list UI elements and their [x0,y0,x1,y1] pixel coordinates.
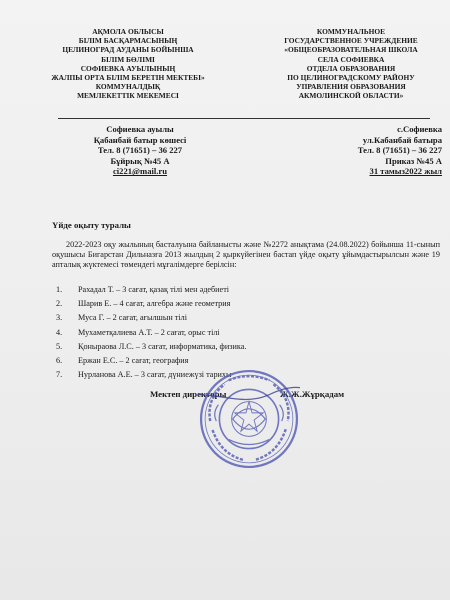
header-left-line: БІЛІМ БАСҚАРМАСЫНЫҢ [78,36,178,46]
document-subject: Үйде оқыту туралы [52,220,131,230]
header-left-line: МЕМЛЕКЕТТІК МЕКЕМЕСІ [77,91,179,101]
list-item-text: Рахадал Т. – 3 сағат, қазақ тілі мен әдебиеті [78,285,230,294]
header-left-line: ЖАЛПЫ ОРТА БІЛІМ БЕРЕТІН МЕКТЕБІ» [51,73,205,83]
address-kazakh [70,124,210,177]
list-item-number: 4. [56,327,63,337]
signatory-position: Мектеп директоры [150,389,227,399]
document-body [52,240,440,271]
address-russian [300,124,442,177]
header-right-line: ОТДЕЛА ОБРАЗОВАНИЯ [306,63,396,73]
header-right-line: «ОБЩЕОБРАЗОВАТЕЛЬНАЯ ШКОЛА [284,45,418,55]
list-item-text: Шарив Е. – 4 сағат, алгебра және геометрия [78,299,231,309]
header-left-line: ЦЕЛИНОГРАД АУДАНЫ БОЙЫНША [62,45,194,55]
list-item [56,340,416,354]
list-item-number: 5. [56,341,63,351]
list-item-number: 2. [56,299,63,309]
list-item-text: Ержан Е.С. – 2 сағат, география [78,356,189,366]
header-right-line: КОММУНАЛЬНОЕ [316,27,386,36]
list-item [56,283,416,297]
header-left-line: АҚМОЛА ОБЛЫСЫ [92,27,164,36]
header-right-line: ГОСУДАРСТВЕННОЕ УЧРЕЖДЕНИЕ [284,36,418,46]
header-right-line: ПО ЦЕЛИНОГРАДСКОМУ РАЙОНУ [287,73,415,83]
header-right-line: АКМОЛИНСКОЙ ОБЛАСТИ» [298,91,404,101]
signatory-name: Ж.Ж.Жұрқадам [280,389,345,399]
list-item-text: Мухаметқалиева А.Т. – 2 сағат, орыс тілі [78,327,220,337]
address-date: 31 тамыз2022 жыл [369,166,442,177]
list-item [56,311,416,325]
address-phone: Тел. 8 (71651) – 36 227 [357,145,442,156]
list-item-number: 7. [56,370,63,380]
list-item-number: 3. [56,313,63,323]
list-item-text: Нурланова А.Е. – 3 сағат, дүниежүзі тарихы [78,370,232,380]
body-paragraph: 2022-2023 оқу жылының басталуына байланысты және №2272 анықтама (24.08.2022) бойынша 11-сынып оқушысы Бигарстан Дильназға 2013 жылдың 2 қыркүйегінен бастап үйде оқыту ұйымдастырылсын және 19 апталық жүктемесі төмендегі мұғалімдерге берілсін: [52,240,440,270]
header-divider [58,118,430,119]
list-item-number: 1. [56,285,63,294]
address-street: Қабанбай батыр көшесі [93,134,187,145]
address-village: Софиевка ауылы [106,124,174,134]
list-item-text: Қоныраова Л.С. – 3 сағат, информатика, физика. [78,341,247,351]
header-right-line: УПРАВЛЕНИЯ ОБРАЗОВАНИЯ [296,82,406,92]
list-item-text: Муса Г. – 2 сағат, ағылшын тілі [78,313,187,323]
list-item [56,326,416,340]
address-village: с.Софиевка [397,124,442,134]
header-left-line: КОММУНАЛДЫҚ [95,82,161,92]
header-kazakh [28,27,228,101]
address-street: ул.Кабанбай батыра [362,134,442,145]
official-seal-stamp [198,368,300,470]
address-email: ci221@mail.ru [112,166,168,177]
list-item [56,297,416,311]
header-left-line: СОФИЕВКА АУЫЛЫНЫҢ [80,63,176,73]
list-item [56,354,416,368]
address-phone: Тел. 8 (71651) – 36 227 [97,145,183,156]
header-russian [262,27,440,101]
list-item-number: 6. [56,356,63,366]
address-order: Бұйрық №45 А [110,155,170,166]
header-left-line: БІЛІМ БӨЛІМІ [101,54,155,64]
header-right-line: СЕЛА СОФИЕВКА [317,54,385,64]
address-order: Приказ №45 А [385,155,442,166]
